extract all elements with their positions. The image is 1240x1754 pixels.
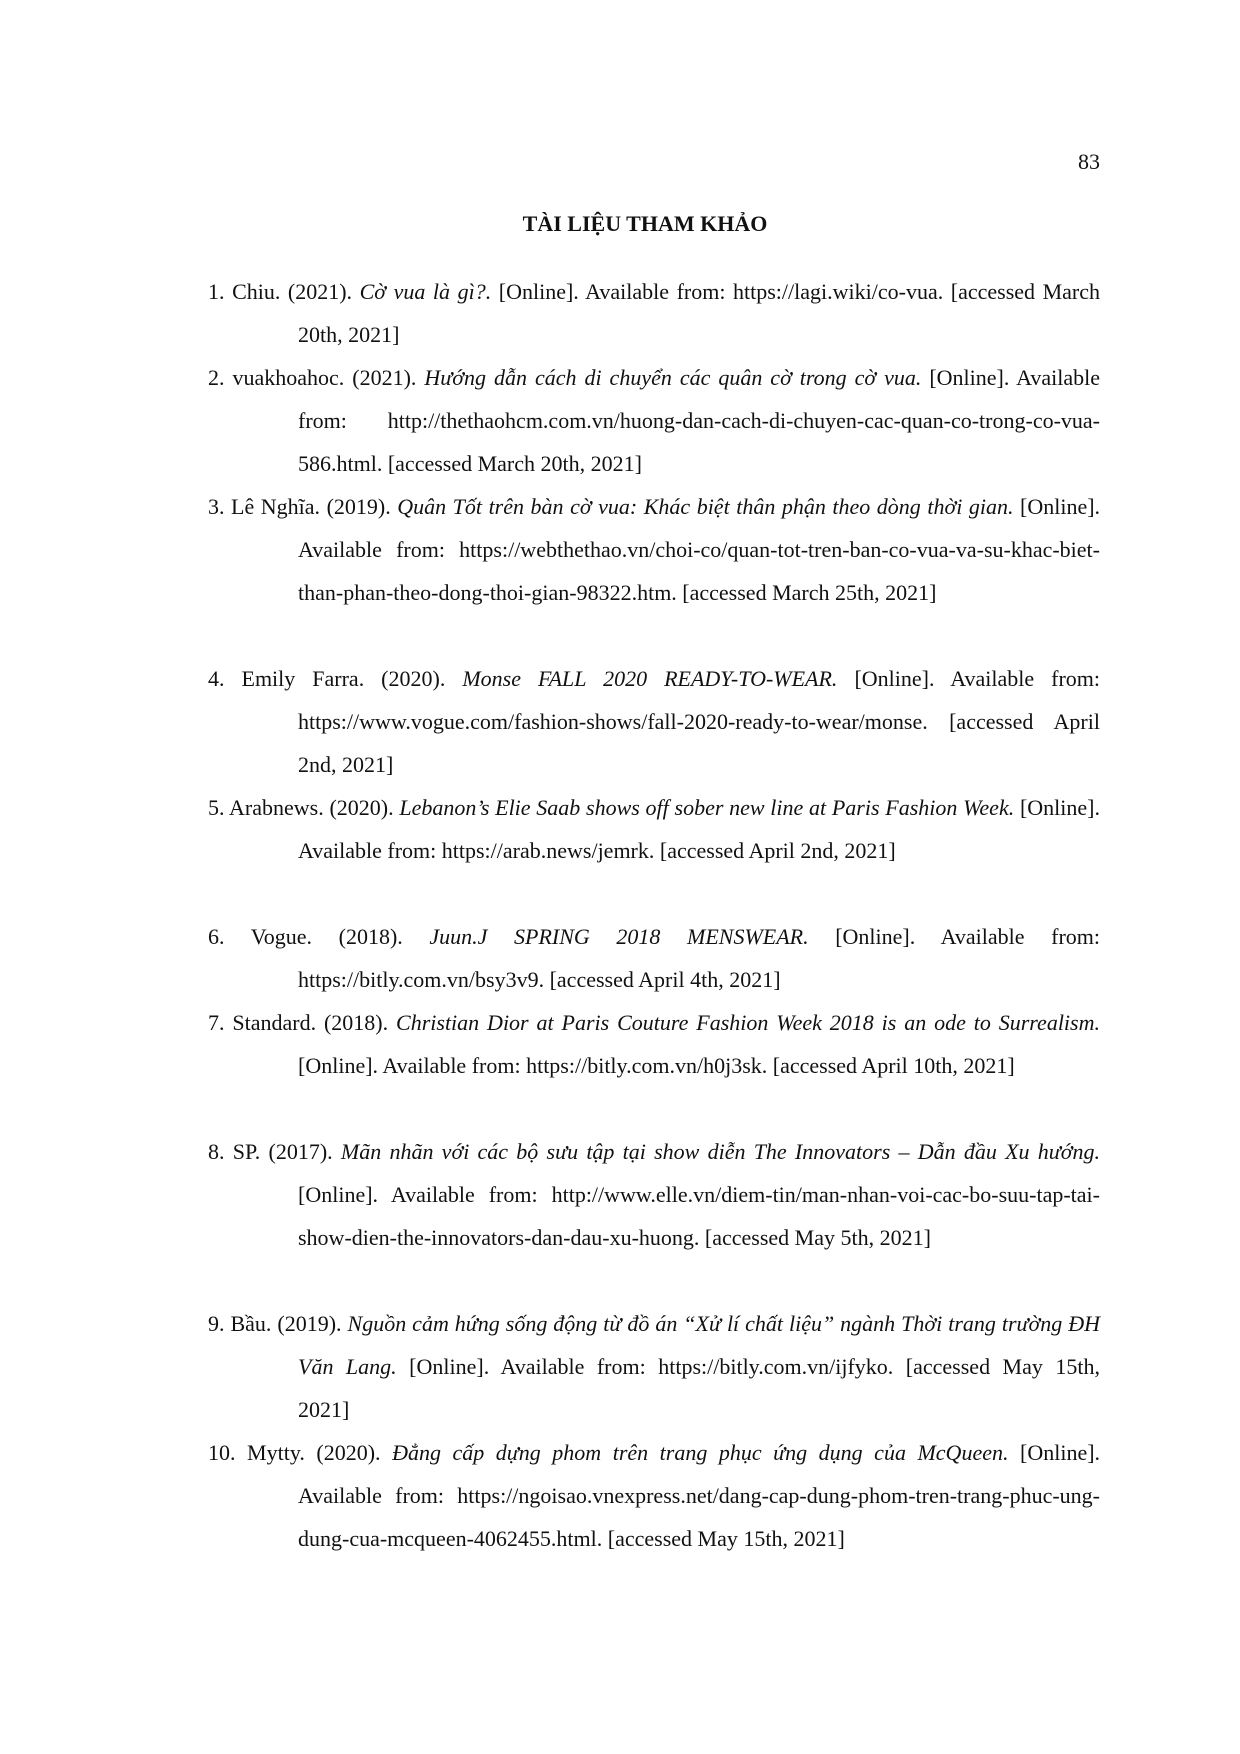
reference-item — [208, 1001, 1100, 1087]
reference-item — [208, 485, 1100, 614]
reference-source: [Online]. Available from: https://bitly.com.vn/ijfyko. [accessed May 15th, 2021] — [298, 1354, 1100, 1422]
reference-title: Đẳng cấp dựng phom trên trang phục ứng dụng của McQueen. — [392, 1440, 1009, 1465]
reference-author: Lê Nghĩa. (2019). — [231, 494, 398, 519]
reference-title: Cờ vua là gì?. — [359, 279, 492, 304]
reference-title: Lebanon’s Elie Saab shows off sober new line at Paris Fashion Week. — [399, 795, 1015, 820]
reference-author: Vogue. (2018). — [250, 924, 430, 949]
reference-number: 5. — [208, 795, 230, 820]
reference-source: [Online]. Available from: https://webthethao.vn/choi-co/quan-tot-tren-ban-co-vua-va-su-khac-biet-than-phan-theo-dong-thoi-gian-98322.htm. [accessed March 25th, 2021] — [298, 494, 1101, 605]
reference-number: 3. — [208, 494, 232, 519]
reference-source: [Online]. Available from: https://bitly.com.vn/h0j3sk. [accessed April 10th, 2021] — [298, 1053, 1015, 1078]
reference-item — [208, 1302, 1100, 1431]
reference-number: 4. — [208, 666, 242, 691]
reference-number: 9. — [208, 1311, 231, 1336]
reference-number: 1. — [208, 279, 233, 304]
reference-item — [208, 1431, 1100, 1560]
reference-source: [Online]. Available from: http://www.elle.vn/diem-tin/man-nhan-voi-cac-bo-suu-tap-tai-show-dien-the-innovators-dan-dau-xu-huong. [accessed May 5th, 2021] — [298, 1182, 1100, 1250]
reference-title: Juun.J SPRING 2018 MENSWEAR. — [429, 924, 809, 949]
reference-source: [Online]. Available from: https://bitly.com.vn/bsy3v9. [accessed April 4th, 2021] — [298, 924, 1101, 992]
reference-title: Quân Tốt trên bàn cờ vua: Khác biệt thân phận theo dòng thời gian. — [397, 494, 1014, 519]
reference-author: vuakhoahoc. (2021). — [232, 365, 425, 390]
reference-number: 2. — [208, 365, 233, 390]
reference-source: [Online]. Available from: https://www.vogue.com/fashion-shows/fall-2020-ready-to-wear/monse. [accessed April 2nd, 2021] — [298, 666, 1101, 777]
reference-source: [Online]. Available from: https://arab.news/jemrk. [accessed April 2nd, 2021] — [298, 795, 1100, 863]
reference-author: Arabnews. (2020). — [229, 795, 400, 820]
reference-source: [Online]. Available from: https://ngoisao.vnexpress.net/dang-cap-dung-phom-tren-trang-phuc-ung-dung-cua-mcqueen-4062455.html. [accessed May 15th, 2021] — [298, 1440, 1101, 1551]
reference-author: Emily Farra. (2020). — [241, 666, 463, 691]
reference-number: 10. — [208, 1440, 248, 1465]
reference-item — [208, 657, 1100, 786]
reference-author: Bầu. (2019). — [230, 1311, 348, 1336]
reference-number: 6. — [208, 924, 251, 949]
reference-source: [Online]. Available from: http://thethaohcm.com.vn/huong-dan-cach-di-chuyen-cac-quan-co-trong-co-vua-586.html. [accessed March 20th, 2021] — [298, 365, 1101, 476]
page-title: TÀI LIỆU THAM KHẢO — [522, 211, 768, 236]
reference-author: Standard. (2018). — [232, 1010, 397, 1035]
reference-title: Hướng dẫn cách di chuyển các quân cờ trong cờ vua. — [424, 365, 922, 390]
reference-item — [208, 1130, 1100, 1259]
reference-author: SP. (2017). — [232, 1139, 341, 1164]
reference-title: Mãn nhãn với các bộ sưu tập tại show diễn The Innovators – Dẫn đầu Xu hướng. — [340, 1139, 1100, 1164]
reference-title: Nguồn cảm hứng sống động từ đồ án “Xử lí chất liệu” ngành Thời trang trường ĐH Văn Lang. — [298, 1311, 1101, 1379]
reference-number: 8. — [208, 1139, 233, 1164]
reference-item — [208, 915, 1100, 1001]
reference-number: 7. — [208, 1010, 233, 1035]
reference-title: Christian Dior at Paris Couture Fashion Week 2018 is an ode to Surrealism. — [396, 1010, 1100, 1035]
reference-item — [208, 356, 1100, 485]
reference-title: Monse FALL 2020 READY-TO-WEAR. — [462, 666, 838, 691]
reference-author: Mytty. (2020). — [247, 1440, 393, 1465]
page-number: 83 — [1078, 149, 1100, 174]
reference-source: [Online]. Available from: https://lagi.wiki/co-vua. [accessed March 20th, 2021] — [298, 279, 1101, 347]
reference-item — [208, 270, 1100, 356]
reference-author: Chiu. (2021). — [232, 279, 360, 304]
reference-item — [208, 786, 1100, 872]
